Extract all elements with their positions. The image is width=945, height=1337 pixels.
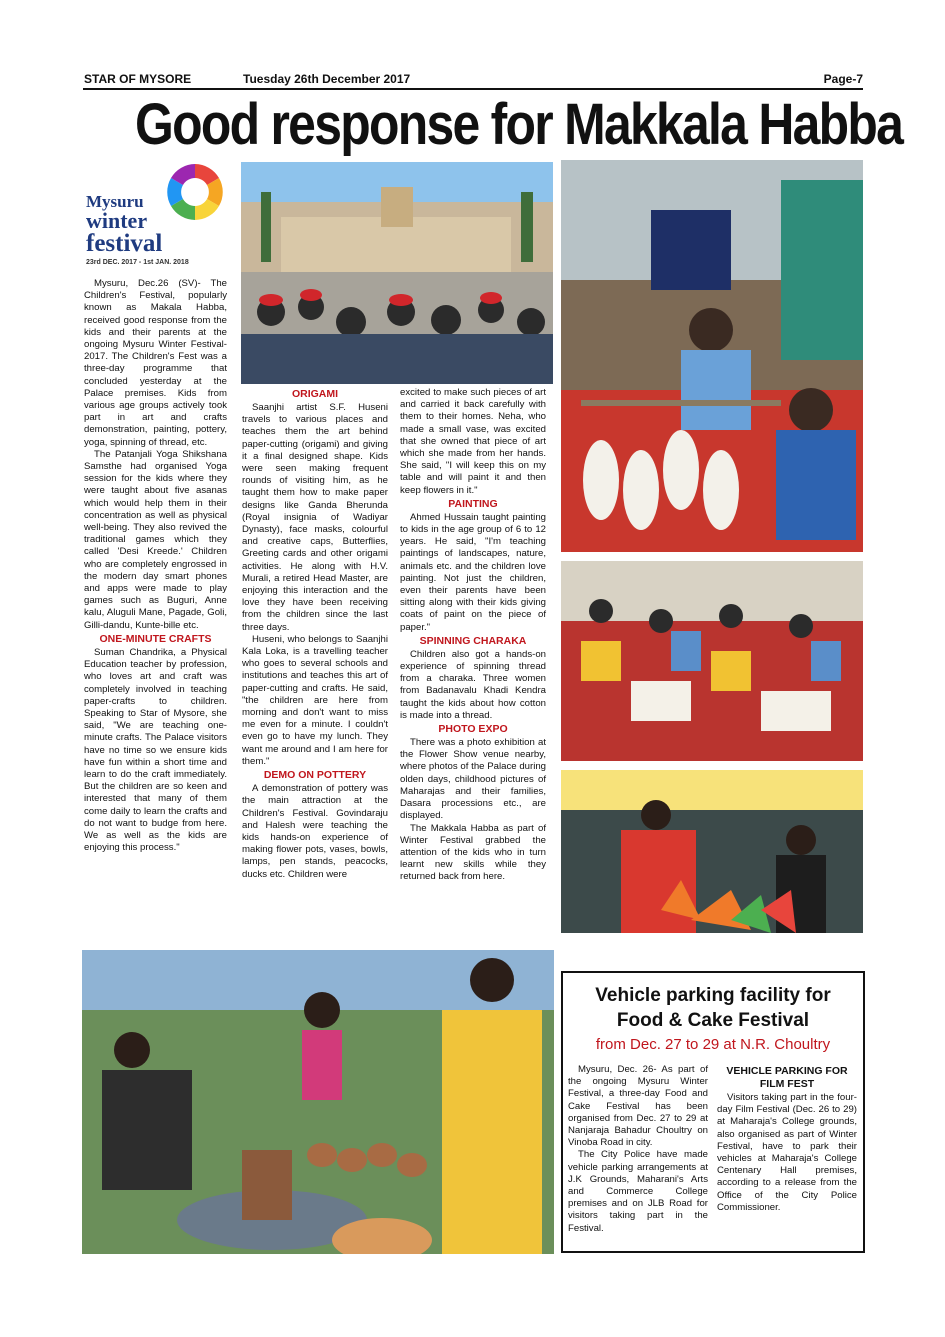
parking-subtitle: from Dec. 27 to 29 at N.R. Choultry [595,1036,831,1053]
col1-paragraph-1: Mysuru, Dec.26 (SV)- The Children's Festival, popularly known as Makala Habba, received good response from the kids and their parents at the ongoing Mysuru Winter Festival-2017. The Children's Fest was a three-day programme that concluded yesterday at the Palace premises. Kids from various age groups actively took part in art and crafts demonstration, painting, pottery, yoga, spinning of thread, etc. [84,278,227,448]
headline: Good response for Makkala Habba [135,92,903,157]
paper-name: STAR OF MYSORE [84,72,192,86]
article-column-2 [242,387,388,881]
painting-children-photo [561,561,863,761]
parking-column-1 [568,1064,708,1235]
col2-paragraph-1: Saanjhi artist S.F. Huseni travels to various places and teaches them the art behind paper-cutting (origami) and giving it a final designed shape. Kids were seen making frequent rounds of visiting him, as he taught them how to make paper designs like Ganda Bherunda (Royal insignia of Wadiyar Dynasty), face masks, colourful and creative caps, Butterflies, Greeting cards and other origami activities. He along with H.V. Murali, a retired Head Master, are enjoying this interaction and the love they have been receiving from the children since the last three days. [242,402,388,633]
parking-title-line-1: Vehicle parking facility for [595,985,831,1006]
subhead-one-minute-crafts: ONE-MINUTE CRAFTS [99,632,212,645]
issue-date: Tuesday 26th December 2017 [243,72,411,86]
logo-mysuru: Mysuru [86,192,144,211]
col3-paragraph-4: There was a photo exhibition at the Flower Show venue nearby, where photos of the Palace during olden days, childhood pictures of Maharajas and their families, Dasara processions etc., are displayed. [400,737,546,822]
winter-festival-logo [82,162,232,278]
subhead-origami: ORIGAMI [291,388,339,400]
col2-paragraph-2: Huseni, who belongs to Saanjhi Kala Loka, is a travelling teacher who goes to several schools and institutions and teaches this art of paper-cutting and crafts. He said, "the children are here from morning and don't want to miss me even for a minute. I couldn't even go to have my lunch. They want me around and I am here for them." [242,633,388,767]
col3-paragraph-3: Children also got a hands-on experience of spinning thread from a charaka. Three women from Badanavalu Khadi Kendra taught the kids about how cotton is made into a thread. [400,648,546,721]
col1-paragraph-2: The Patanjali Yoga Shikshana Samsthe had organised Yoga session for the kids where they were taught about five asanas which would help them in their concentration as well as physical well-being. They also revived the traditional games which they called 'Desi Kreede.' Children who are completely engrossed in the modern day smart phones and apps were made to play games such as Buguri, Anne kalu, Aluguli Mane, Pagade, Goli, Gilli-dandu, Kunte-bille etc. [84,448,227,631]
col2-paragraph-3: A demonstration of pottery was the main attraction at the Children's Festival. Govindaraju and Halesh were teaching the kids hands-on experience of making flower pots, vases, bowls, lamps, pen stands, peacocks, ducks etc. Children were [242,783,388,880]
article-column-1 [84,278,227,854]
parking-paragraph-3: Visitors taking part in the four-day Film Festival (Dec. 26 to 29) at Maharaja's College grounds, also organised as part of Winter Festival, have to park their vehicles at Maharaja's College Centenary Hall premises, according to a release from the Office of the City Police Commissioner. [717,1092,857,1213]
header-rule [83,88,863,90]
parking-paragraph-1: Mysuru, Dec. 26- As part of the ongoing Mysuru Winter Festival, a three-day Food and Cake Festival has been organised from Dec. 27 to 29 at Nanjaraja Bahadur Choultry on Vinoba Road in city. [568,1064,708,1149]
page-number: Page-7 [823,72,863,86]
spinning-charaka-photo [561,160,863,552]
col3-paragraph-5: The Makkala Habba as part of Winter Festival grabbed the attention of the kids who in turn learnt new skills while they returned back from here. [400,822,546,883]
pottery-demo-photo [82,950,554,1254]
subhead-vehicle-parking-film-fest: VEHICLE PARKING FOR FILM FEST [726,1065,848,1090]
subhead-demo-on-pottery: DEMO ON POTTERY [263,769,367,782]
article-column-3 [400,387,546,884]
parking-column-2 [717,1064,857,1214]
logo-festival: festival [86,230,163,257]
origami-teacher-photo [561,770,863,933]
subhead-photo-expo: PHOTO EXPO [438,723,508,736]
parking-paragraph-2: The City Police have made vehicle parking arrangements at J.K Grounds, Maharani's Arts and Commerce College premises and on JLB Road for visitors taking part in the Festival. [568,1149,708,1234]
subhead-spinning-charaka: SPINNING CHARAKA [419,634,527,647]
parking-news-box [561,971,865,1253]
parking-title-line-2: Food & Cake Festival [616,1010,810,1031]
palace-photo [241,162,553,384]
col1-paragraph-3: Suman Chandrika, a Physical Education teacher by profession, who loves art and craft was completely involved in teaching paper-crafts to children. Speaking to Star of Mysore, she said, "We are teaching one-minute crafts. The Palace visitors have no time so we ensure kids have fun within a short time and learn to do the craft immediately. But the children are so keen and interested that many of them come daily to learn the crafts and do not want to budge from here. We as well as the kids are enjoying this process." [84,646,227,854]
logo-winter: winter [86,208,148,233]
col3-paragraph-1: excited to make such pieces of art and carried it back carefully with them to their homes. Neha, who made a small vase, was excited that she owned that piece of art which she made from her hands. She said, "I will keep this on my table and will paint it and then keep flowers in it." [400,387,546,496]
logo-dates: 23rd DEC. 2017 - 1st JAN. 2018 [86,259,189,266]
subhead-painting: PAINTING [448,497,498,510]
col3-paragraph-2: Ahmed Hussain taught painting to kids in the age group of 6 to 12 years. He said, "I'm teaching paintings of landscapes, nature, animals etc. and the children love painting. Not just the children, even their parents have been sitting along with their kids giving coats of paint on the piece of paper." [400,511,546,633]
